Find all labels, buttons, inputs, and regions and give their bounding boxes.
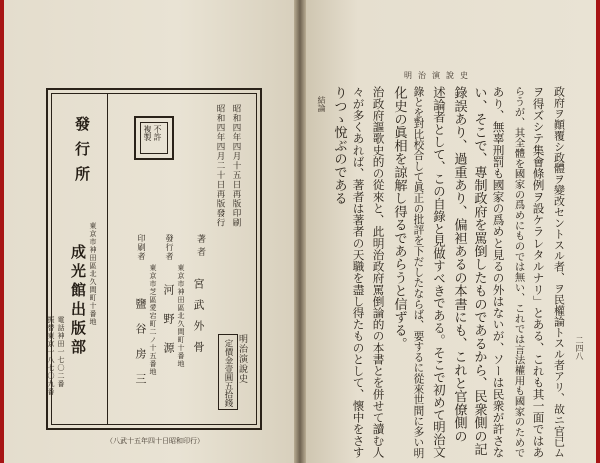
issuer-name: 成光館出版部 <box>69 244 87 358</box>
publisher-name: 河野源 <box>162 284 175 371</box>
colophon-footer-note: （八武十五年四十日昭和印行） <box>106 437 204 445</box>
text-line: 錄とを對比校合して眞正の批評を下だしたならば、要するに從來世間に多い明 <box>412 86 426 459</box>
book-gutter <box>294 0 306 463</box>
publisher-label: 發行者 <box>165 234 174 261</box>
printer-address: 東京市芝區愛宕町二ノ十五番地 <box>149 264 157 376</box>
text-line: りつゝ悅ぶのである <box>331 86 347 205</box>
text-line: 化史の眞相を諒解し得るであらうと信ずる。 <box>391 86 407 350</box>
price-box <box>218 334 238 410</box>
issuer-address: 東京市神田區北久間町十番地 <box>89 222 97 326</box>
printer-name: 鹽谷房三 <box>134 298 147 398</box>
printer-label: 印刷者 <box>137 234 146 261</box>
text-line: い、そこで、專制政府を罵倒したものであるから、民衆側の記 <box>471 86 487 456</box>
book-title: 明治演說史 <box>237 334 247 384</box>
printed-date: 昭和四年四月十五日再版印刷 <box>231 104 241 228</box>
seal-text-top: 不許 <box>153 125 162 141</box>
page-number: 二四八 <box>575 336 584 360</box>
text-line: 政府ヲ顚覆シ政體ヲ變改セントスル者、ヲ民權論トスル者アリ、故ニ官已ム <box>552 86 566 458</box>
section-marker: 結論 <box>317 96 326 112</box>
issuer-transfer-account: 振替東京一八七〇九番 <box>47 316 55 396</box>
text-line: 々が多くあれば、著者は著者の天職を盡し得たものとして、懷中をさす <box>351 86 366 458</box>
copyright-seal <box>134 116 174 160</box>
issuer-heading: 發行所 <box>73 116 91 191</box>
text-line: 治政府謳歌史的の從來と、此明治政府罵倒論的の本書とを併せて讀む人 <box>371 86 386 458</box>
text-line: ヲ得ズシテ集會條例ヲ設ケラレタルナリ」とある、これも其一面ではあ <box>531 86 546 458</box>
running-title: 明治演說史 <box>404 71 474 80</box>
text-line: あり、無辜刑罰も國家の爲めと見るの外はないが、ソーは民衆が許さな <box>491 86 506 458</box>
text-line: 錄誤あり、過重あり、偏袒あるの本書にも、これと官僚側の <box>451 86 467 443</box>
issued-date: 昭和四年四月二十日再版發行 <box>215 104 225 228</box>
seal-text-bottom: 複製 <box>143 125 152 141</box>
issuer-phone: 電話神田一七〇二番 <box>57 316 65 388</box>
book-cover-edge-right <box>596 0 600 463</box>
price-label: 定價金壹圓五拾錢 <box>223 339 233 407</box>
text-line: 述論者として、この自錄と見做すべきである。そこで初めて明治文 <box>431 86 447 458</box>
author-label: 著者 <box>195 234 205 260</box>
issuer-column <box>47 94 108 424</box>
author-name: 宮武外骨 <box>192 278 205 362</box>
colophon-frame <box>46 88 262 430</box>
text-line: らうが、其全體を國家の爲めにものでは無い、これでは言法權用も國家のためで <box>512 86 525 458</box>
publisher-address: 東京市神田區北久間町十番地 <box>177 264 185 368</box>
